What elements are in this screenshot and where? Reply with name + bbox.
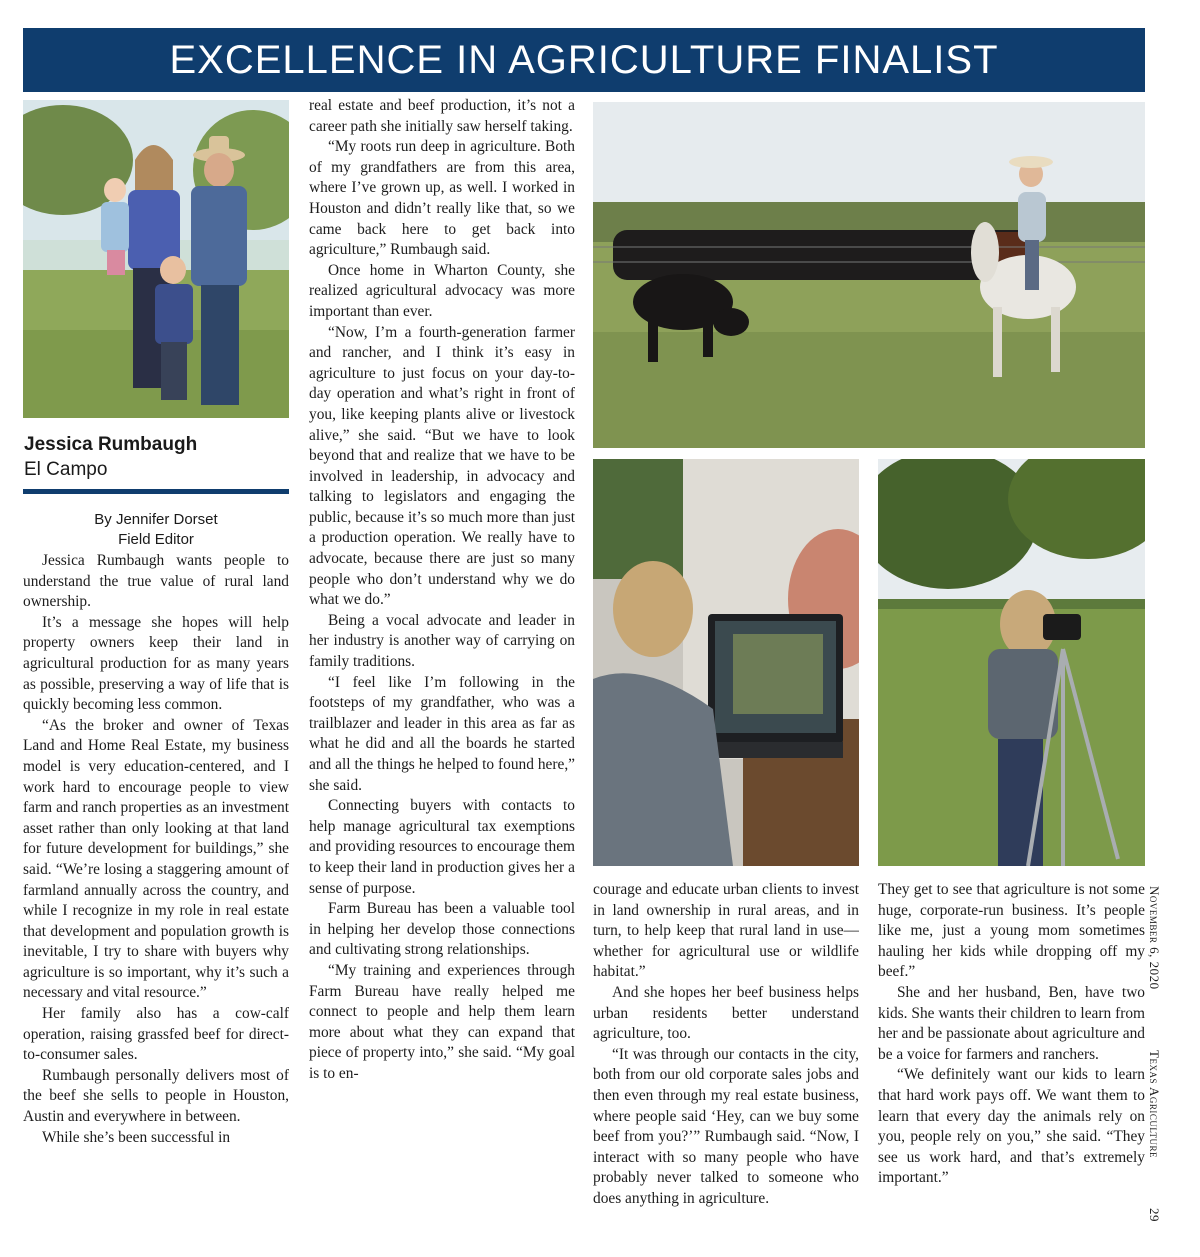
paragraph: Connecting buyers with contacts to help manage agricultural tax exemptions and providing resources to encourage them to keep their land in production gives her a sense of purpose. [309, 797, 575, 897]
family-photo [23, 100, 289, 418]
camera-photo [878, 459, 1145, 866]
paragraph: Being a vocal advocate and leader in her industry is another way of carrying on family traditions. [309, 611, 575, 671]
page-number: 29 [1147, 1208, 1162, 1222]
paragraph: “It was through our contacts in the city, both from our old corporate sales jobs and then even through my real estate business, where people said ‘Hey, can we buy some beef from you?’” Rumbaugh said. “Now, I interact with so many people who have probably never talked to someone who does anything in agriculture. [593, 1045, 859, 1207]
paragraph: “We definitely want our kids to learn that hard work pays off. We want them to learn that every day the animals rely on you, people rely on you,” she said. “They see us work hard, and that’s extremely important.” [878, 1066, 1145, 1187]
author-byline: By Jennifer Dorset [94, 511, 218, 528]
paragraph: It’s a message she hopes will help property owners keep their land in agricultural production for as many years as possible, preserving a way of life that is quickly becoming less common. [23, 613, 289, 714]
article-column-4 [878, 880, 1145, 1237]
paragraph: “My roots run deep in agriculture. Both of my grandfathers are from this area, where I’ve grown up, as well. I worked in Houston and didn’t really like that, so we came back here to get back into agriculture,” Rumbaugh said. [309, 138, 575, 259]
paragraph: Jessica Rumbaugh wants people to understand the true value of rural land ownership. [23, 552, 289, 611]
paragraph-continued: courage and educate urban clients to invest in land ownership in rural areas, and in turn, to help keep that rural land in use—whether for agricultural use or wildlife habitat.” [593, 881, 859, 981]
profile-name: Jessica Rumbaugh [24, 434, 198, 455]
paragraph: “I feel like I’m following in the footsteps of my grandfather, who was a trailblazer and leader in this area as far as what he did and all the boards he started and all the things he helped to found here,” she said. [309, 673, 575, 794]
article-column-3 [593, 880, 859, 1237]
profile-town: El Campo [24, 459, 108, 480]
paragraph: Her family also has a cow-calf operation, raising grassfed beef for direct-to-consumer sales. [23, 1005, 289, 1064]
cattle-photo [593, 102, 1145, 448]
page-banner: EXCELLENCE IN AGRICULTURE FINALIST [23, 28, 1145, 92]
paragraph: Once home in Wharton County, she realized agricultural advocacy was more important than ever. [309, 261, 575, 320]
paragraph-continued: real estate and beef production, it’s not a career path she initially saw herself taking. [309, 97, 575, 135]
paragraph: Rumbaugh personally delivers most of the beef she sells to people in Houston, Austin and everywhere in between. [23, 1066, 289, 1126]
paragraph: She and her husband, Ben, have two kids. She wants their children to learn from her and be passionate about agriculture and be a voice for farmers and ranchers. [878, 983, 1145, 1063]
article-column-2 [309, 96, 575, 1237]
paragraph: And she hopes her beef business helps urban residents better understand agriculture, too. [593, 983, 859, 1043]
issue-date: November 6, 2020 [1147, 886, 1162, 990]
laptop-photo [593, 459, 859, 866]
byline-divider [23, 489, 289, 494]
publication-name: Texas Agriculture [1147, 1050, 1162, 1159]
author-role: Field Editor [118, 531, 194, 548]
paragraph: Farm Bureau has been a valuable tool in helping her develop those connections and cultivating strong relationships. [309, 900, 575, 959]
paragraph: “As the broker and owner of Texas Land and Home Real Estate, my business model is very education-centered, and I work hard to encourage people to view farm and ranch properties as an investment asset rather than only looking at that land for future development for buildings,” she said. “We’re losing a staggering amount of farmland annually across the country, and while I recognize in my role in real estate that development and population growth is inevitable, I try to share with buyers why agriculture is so important, why it’s such a necessary and vital resource.” [23, 716, 289, 1002]
paragraph: “Now, I’m a fourth-generation farmer and rancher, and I think it’s easy in agriculture to just focus on your day-to-day operation and what’s right in front of you, like keeping plants alive or livestock alive,” she said. “But we have to look beyond that and realize that we have to be involved in leadership, in advocacy and talking to legislators and engaging the public, because it’s so much more than just a production operation. We really have to advocate, because there are just so many people who don’t understand why we do what we do.” [309, 323, 575, 609]
article-column-1 [23, 551, 289, 1237]
paragraph-continued: They get to see that agriculture is not some huge, corporate-run business. It’s people like me, just a young mom sometimes hauling her kids while dropping off my beef.” [878, 881, 1145, 981]
author-block [23, 510, 289, 550]
paragraph: “My training and experiences through Farm Bureau have really helped me connect to people and help them learn more about what they can expand that piece of property into,” she said. “My goal is to en- [309, 961, 575, 1082]
paragraph: While she’s been successful in [42, 1128, 231, 1146]
